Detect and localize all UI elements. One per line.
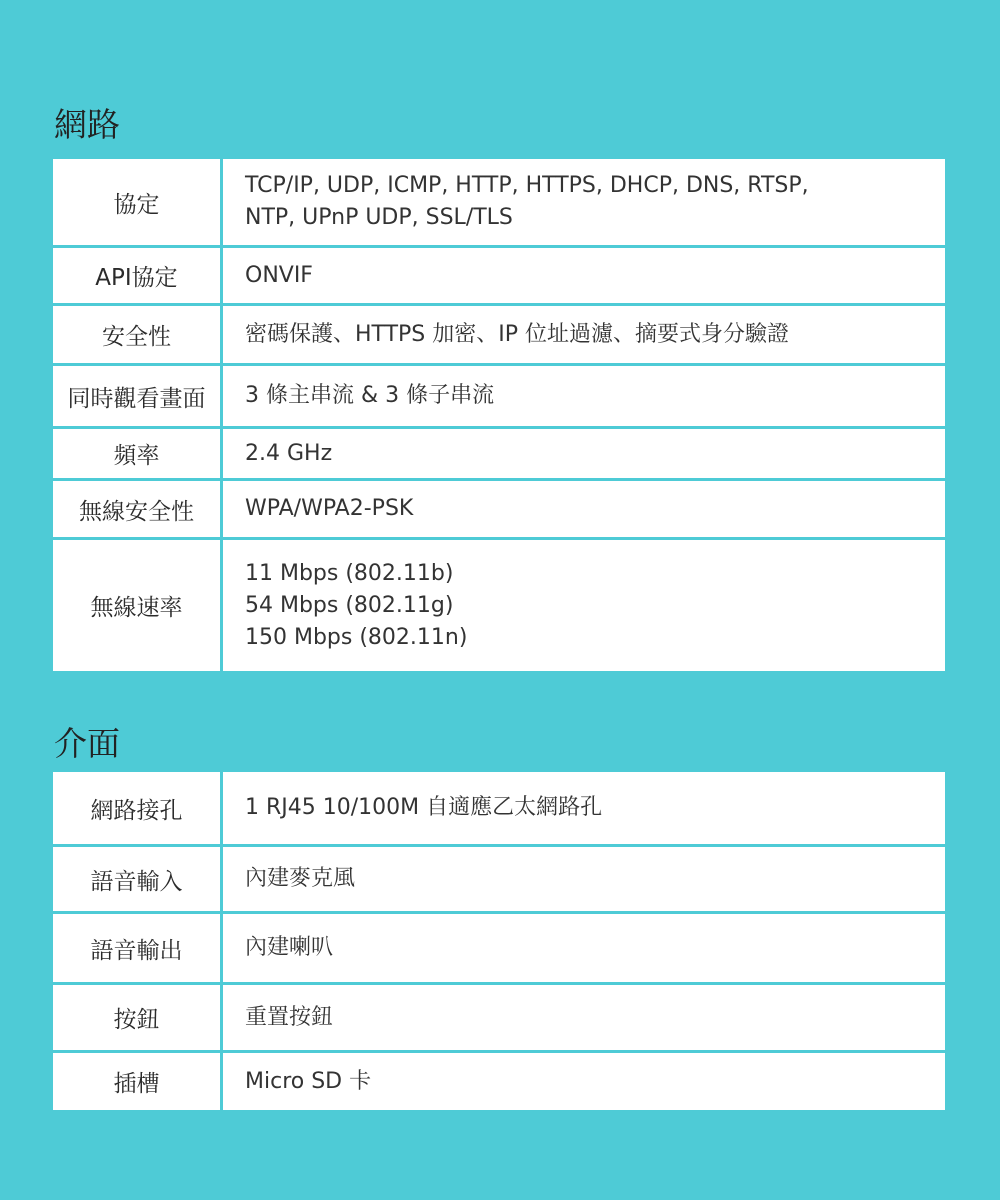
row-value — [223, 914, 945, 982]
row-label: 無線速率 — [53, 540, 223, 671]
value-line: 150 Mbps (802.11n) — [245, 624, 468, 650]
row-value — [223, 429, 945, 478]
value-line: Micro SD 卡 — [245, 1068, 372, 1094]
value-line: 內建麥克風 — [245, 866, 356, 891]
row-value — [223, 306, 945, 363]
row-label: 安全性 — [53, 306, 223, 363]
table-row-security — [53, 306, 945, 366]
table-row-slot — [53, 1053, 945, 1110]
table-row-protocol — [53, 159, 945, 248]
row-label: 插槽 — [53, 1053, 223, 1110]
table-row-simultaneous-view — [53, 366, 945, 429]
row-label: 無線安全性 — [53, 481, 223, 537]
row-value — [223, 772, 945, 844]
table-row-button — [53, 985, 945, 1053]
network-section-title: 網路 — [54, 105, 120, 144]
row-value — [223, 159, 945, 245]
row-label: 語音輸入 — [53, 847, 223, 911]
table-row-audio-output — [53, 914, 945, 985]
row-label: 網路接孔 — [53, 772, 223, 844]
row-value — [223, 366, 945, 426]
value-line: 3 條主串流 & 3 條子串流 — [245, 383, 495, 408]
value-line: 內建喇叭 — [245, 935, 334, 960]
network-spec-table — [53, 159, 945, 671]
value-line: 1 RJ45 10/100M 自適應乙太網路孔 — [245, 795, 603, 820]
row-value — [223, 1053, 945, 1110]
row-label: API協定 — [53, 248, 223, 303]
row-label: 協定 — [53, 159, 223, 245]
row-value — [223, 985, 945, 1050]
value-line: ONVIF — [245, 262, 313, 288]
value-line: WPA/WPA2-PSK — [245, 496, 414, 521]
value-line: 11 Mbps (802.11b) — [245, 560, 454, 586]
value-line: 54 Mbps (802.11g) — [245, 592, 454, 618]
table-row-api-protocol — [53, 248, 945, 306]
row-value — [223, 540, 945, 671]
value-line: TCP/IP, UDP, ICMP, HTTP, HTTPS, DHCP, DNS, RTSP, — [245, 173, 809, 198]
table-row-network-port — [53, 772, 945, 847]
value-line: NTP, UPnP UDP, SSL/TLS — [245, 205, 513, 230]
interface-section-title: 介面 — [54, 724, 120, 763]
interface-spec-table — [53, 772, 945, 1110]
row-value — [223, 481, 945, 537]
row-label: 語音輸出 — [53, 914, 223, 982]
row-label: 頻率 — [53, 429, 223, 478]
row-label: 同時觀看畫面 — [53, 366, 223, 426]
row-value — [223, 248, 945, 303]
row-value — [223, 847, 945, 911]
table-row-frequency — [53, 429, 945, 481]
row-label: 按鈕 — [53, 985, 223, 1050]
table-row-wireless-security — [53, 481, 945, 540]
value-line: 重置按鈕 — [245, 1004, 334, 1030]
value-line: 2.4 GHz — [245, 440, 333, 466]
value-line: 密碼保護、HTTPS 加密、IP 位址過濾、摘要式身分驗證 — [245, 321, 790, 347]
table-row-audio-input — [53, 847, 945, 914]
table-row-wireless-rate — [53, 540, 945, 671]
